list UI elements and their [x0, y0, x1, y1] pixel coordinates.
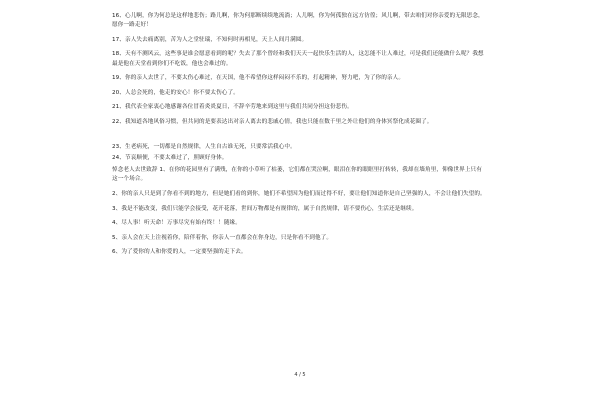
paragraph-16: 16、心儿啊，你为何总是这样地悲伤；路儿啊，你为何那断续续地流淌；人儿啊，你为何孤独在远方彷徨；风儿啊，带去咱们对你亲爱的无限思念，愿你一路走好！ [112, 13, 484, 29]
document-body [112, 12, 487, 263]
paragraph-22: 22、我知道各地风俗习惯，但共同的是要表达出对亲人离去的悲戚心情，我也只能在数千里之外让他们的身体冥祭化成花圈了。 [112, 118, 433, 125]
paragraph-eulogy-3: 3、我是不能改变，我们只能学会接受，花开花落，世间万物都是有规律的，属于自然规律，请不要伤心，生活还是继续。 [112, 205, 418, 212]
paragraph-eulogy-6: 6、为了爱你的人和你爱的人，一定要坚强的走下去。 [112, 249, 247, 256]
paragraph-eulogy-1: 悼念老人去世致辞 1、在你的花园里有了满残，在你的小草听了枯萎，它们都在哭泣啊，眼泪在你的眼眶里打转转，我却在墙角里，仰像世界上只有这一个场合。 [112, 167, 482, 183]
page-number: 4 / 5 [294, 372, 306, 378]
paragraph-19: 19、你的亲人去世了，不要太伤心难过，在天国，他不希望你这样闷闷不乐的，打起精神，努力吧，为了你的亲人。 [112, 75, 405, 82]
paragraph-eulogy-5: 5、亲人会在天上注视着你，陪伴着你，你亲人一直都会在你身边，只是你看不到他了。 [112, 234, 333, 241]
paragraph-18: 18、天有不测风云，这些事是谁会愿意看到的呢？失去了那个曾经和我们天天一起快乐生活的人，这怎能不让人难过，可是我们还能做什么呢？我想最是他在天堂看到你们不吃饭，他也会难过的。 [112, 51, 484, 67]
paragraph-eulogy-2: 2、你的亲人只是到了你看不到的地方，但是她们看的到你，她们不希望因为他们而过得不好，要让他们知道你是自己坚强的人，不会让他们失望的。 [112, 190, 486, 197]
paragraph-23: 23、生老病死，一切都是自然规律，人生自古谁无死，只要常活我心中。 [112, 143, 296, 150]
paragraph-eulogy-4: 4、尽人事！听天命！万事尽究有始有终！！随缘。 [112, 220, 241, 227]
section-gap [112, 133, 487, 143]
paragraph-21: 21、我代表全家衷心地感谢各位冒着炎炎夏日，不辞辛劳地来到这里与我们共同分担这份悲伤。 [112, 104, 353, 111]
paragraph-24: 24、节哀顺便，不要太难过了，照顾好身体。 [112, 155, 228, 162]
paragraph-17: 17、亲人失去痛离别，苦为人之堂驻瑞，不知何时再相见，天上人间月满圆。 [112, 36, 308, 43]
paragraph-20: 20、人总会死的，他走的安心！你不要太伤心了。 [112, 89, 239, 96]
